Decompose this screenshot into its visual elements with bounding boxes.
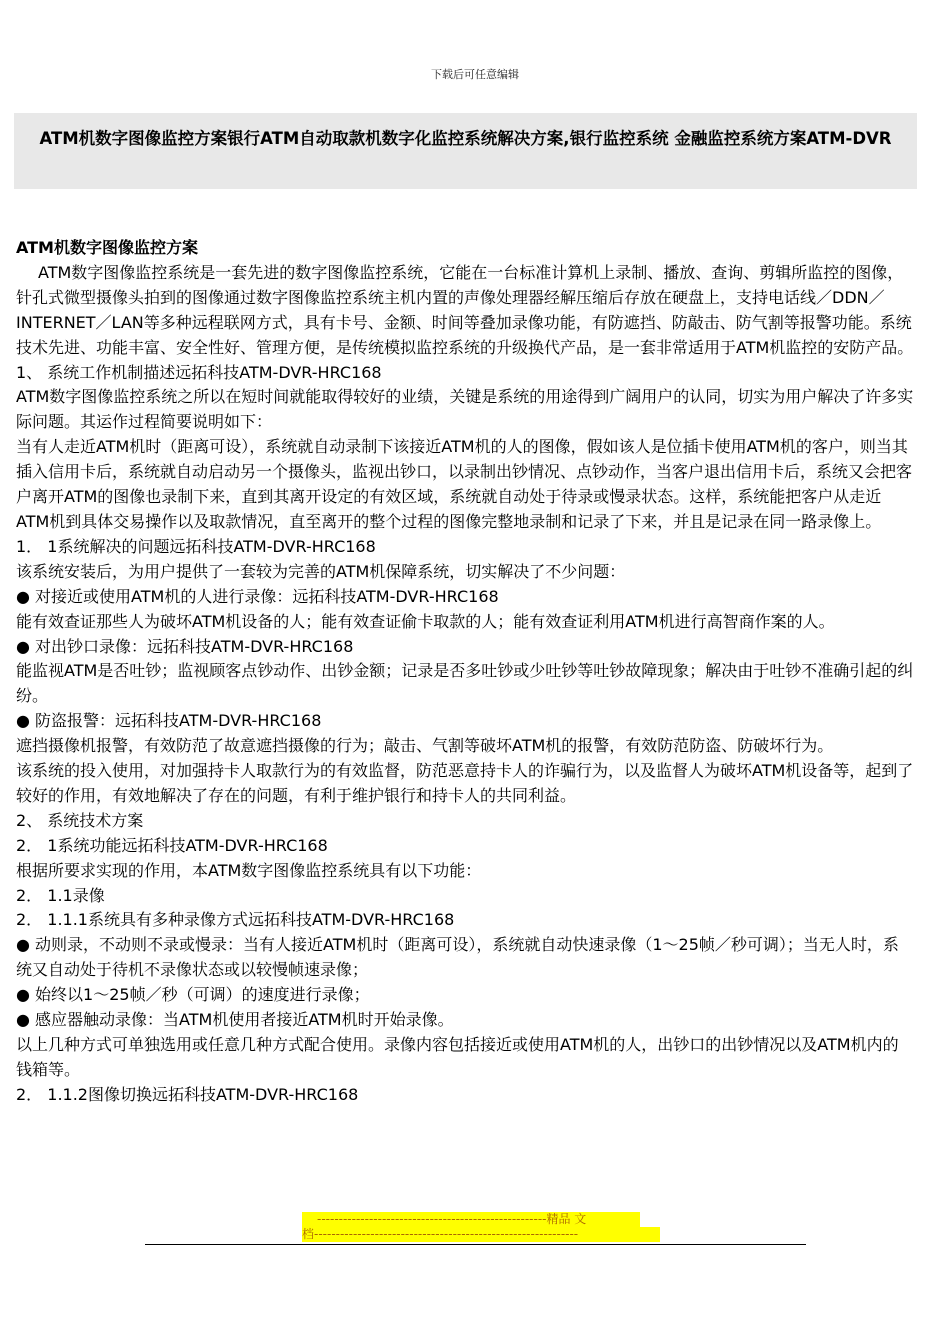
- paragraph: 当有人走近ATM机时（距离可设），系统就自动录制下该接近ATM机的人的图像，假如该人是位插卡使用ATM机的客户，则当其插入信用卡后，系统就自动启动另一个摄像头，监视出钞口，以录制出钞情况、点钞动作，当客户退出信用卡后，系统又会把客户离开ATM的图像也录制下来，直到其离开设定的有效区域，系统就自动处于待录或慢录状态。这样，系统能把客户从走近ATM机到具体交易操作以及取款情况，直至离开的整个过程的图像完整地录制和记录了下来，并且是记录在同一路录像上。: [16, 437, 913, 531]
- paragraph: 2． 1.1.2图像切换远拓科技ATM-DVR-HRC168: [16, 1084, 359, 1104]
- paragraph: 根据所要求实现的作用，本ATM数字图像监控系统具有以下功能：: [16, 860, 482, 880]
- paragraph: 该系统安装后，为用户提供了一套较为完善的ATM机保障系统，切实解决了不少问题：: [16, 561, 626, 581]
- bullet-item: ● 动则录，不动则不录或慢录：当有人接近ATM机时（距离可设），系统就自动快速录像（1～25帧／秒可调）；当无人时，系统又自动处于待机不录像状态或以较慢帧速录像；: [16, 935, 899, 980]
- bullet-item: ● 对接近或使用ATM机的人进行录像：远拓科技ATM-DVR-HRC168: [16, 586, 499, 606]
- paragraph: ATM数字图像监控系统之所以在短时间就能取得较好的业绩，关键是系统的用途得到广阔用户的认同，切实为用户解决了许多实际问题。其运作过程简要说明如下：: [16, 387, 914, 432]
- footer-divider: [145, 1244, 806, 1245]
- bullet-item: ● 感应器触动录像：当ATM机使用者接近ATM机时开始录像。: [16, 1010, 454, 1030]
- paragraph: 1． 1系统解决的问题远拓科技ATM-DVR-HRC168: [16, 536, 376, 556]
- paragraph: 遮挡摄像机报警，有效防范了故意遮挡摄像的行为；敲击、气割等破坏ATM机的报警，有效防范防盗、防破坏行为。: [16, 736, 834, 756]
- footer-highlight-line-1: -----------------------------------------------------精品 文: [302, 1212, 640, 1227]
- paragraph: 2． 1系统功能远拓科技ATM-DVR-HRC168: [16, 835, 328, 855]
- paragraph: 以上几种方式可单独选用或任意几种方式配合使用。录像内容包括接近或使用ATM机的人，出钞口的出钞情况以及ATM机内的钱箱等。: [16, 1035, 899, 1079]
- paragraph: 2． 1.1.1系统具有多种录像方式远拓科技ATM-DVR-HRC168: [16, 910, 455, 930]
- section-heading: ATM机数字图像监控方案: [16, 238, 198, 257]
- bullet-item: ● 防盗报警：远拓科技ATM-DVR-HRC168: [16, 711, 322, 731]
- bullet-item: ● 始终以1～25帧／秒（可调）的速度进行录像；: [16, 985, 370, 1005]
- document-title: ATM机数字图像监控方案银行ATM自动取款机数字化监控系统解决方案,银行监控系统 金融监控系统方案ATM-DVR: [39, 129, 892, 148]
- paragraph: 能监视ATM是否吐钞；监视顾客点钞动作、出钞金额；记录是否多吐钞或少吐钞等吐钞故障现象；解决由于吐钞不准确引起的纠纷。: [16, 661, 914, 706]
- header-note: 下载后可任意编辑: [431, 68, 519, 81]
- paragraph: 2、 系统技术方案: [16, 810, 144, 830]
- footer-highlight-line-2: 档-------------------------------------------------------------: [302, 1227, 660, 1242]
- intro-paragraph: ATM数字图像监控系统是一套先进的数字图像监控系统，它能在一台标准计算机上录制、播放、查询、剪辑所监控的图像，针孔式微型摄像头拍到的图像通过数字图像监控系统主机内置的声像处理器经解压缩后存放在硬盘上，支持电话线／DDN／INTERNET／LAN等多种远程联网方式，具有卡号、金额、时间等叠加录像功能，有防遮挡、防敲击、防气割等报警功能。系统技术先进、功能丰富、安全性好、管理方便，是传统模拟监控系统的升级换代产品，是一套非常适用于ATM机监控的安防产品。: [16, 262, 914, 357]
- document-body: [16, 236, 914, 1108]
- paragraph: 2． 1.1录像: [16, 885, 105, 905]
- bullet-item: ● 对出钞口录像：远拓科技ATM-DVR-HRC168: [16, 636, 354, 656]
- paragraph: 能有效查证那些人为破坏ATM机设备的人；能有效查证偷卡取款的人；能有效查证利用ATM机进行高智商作案的人。: [16, 611, 835, 631]
- paragraph: 该系统的投入使用，对加强持卡人取款行为的有效监督，防范恶意持卡人的诈骗行为，以及监督人为破坏ATM机设备等，起到了较好的作用，有效地解决了存在的问题，有利于维护银行和持卡人的共同利益。: [16, 761, 914, 805]
- paragraph: 1、 系统工作机制描述远拓科技ATM-DVR-HRC168: [16, 362, 382, 382]
